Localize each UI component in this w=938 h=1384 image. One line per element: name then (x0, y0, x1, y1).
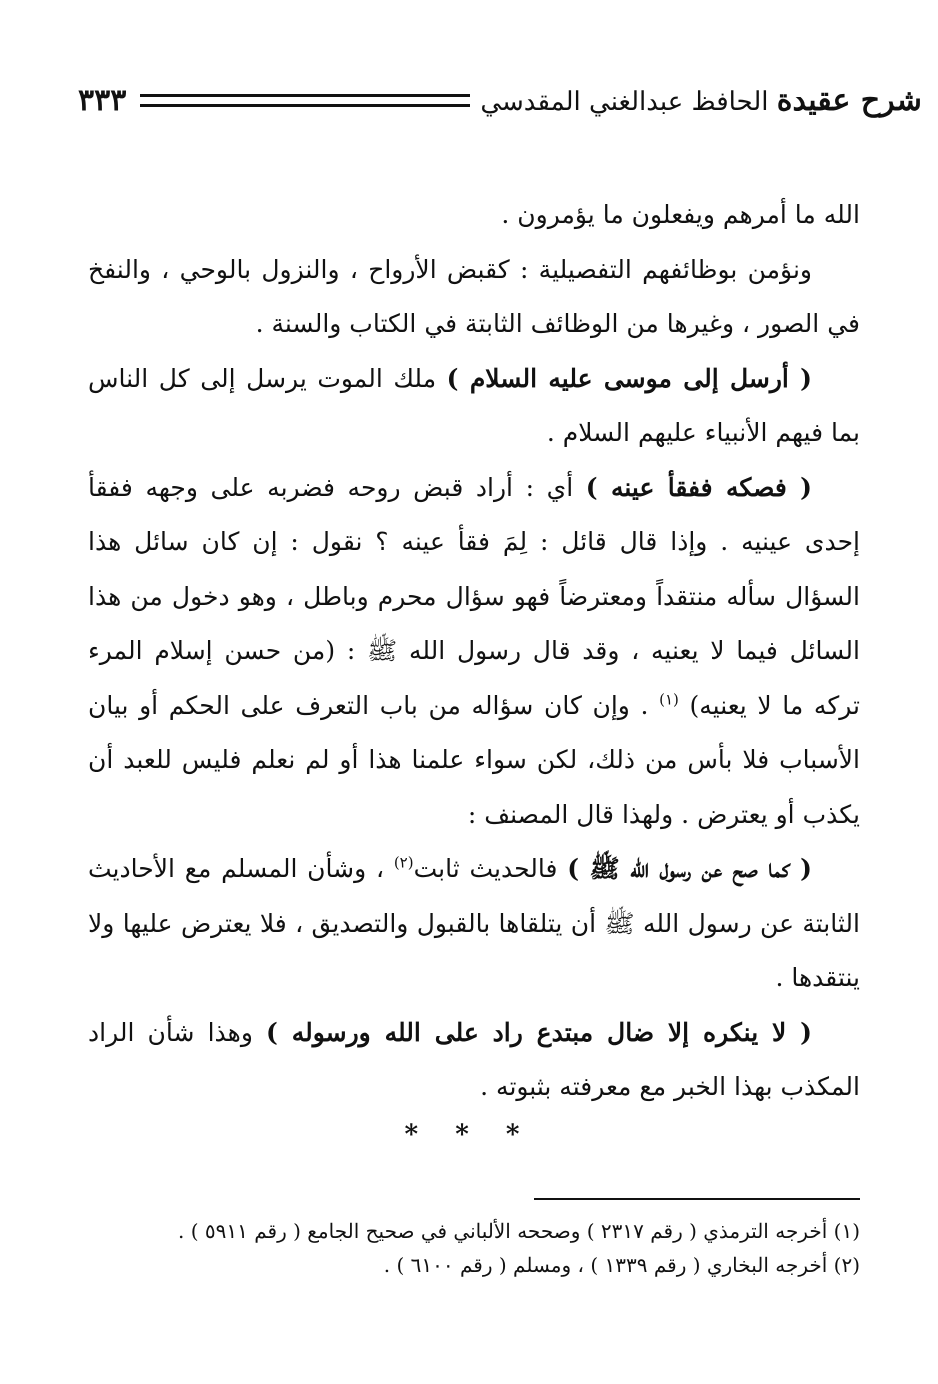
matn-quote: ( أرسل إلى موسى عليه السلام ) (446, 363, 813, 393)
running-title (480, 83, 922, 118)
matn-quote: ( كما صح عن رسول الله ﷺ ) (567, 854, 812, 883)
paragraph-5 (88, 842, 860, 1006)
commentary-text: . وإن كان سؤاله من باب التعرف على الحكم أو بيان الأسباب فلا بأس من ذلك، لكن سواء علمنا هذا أو لم نعلم فليس للعبد أن يكذب أو يعترض . ولهذا قال المصنف : (88, 690, 860, 829)
paragraph-3 (88, 352, 860, 461)
footnote-1: (١) أخرجه الترمذي ( رقم ٢٣١٧ ) وصححه الألباني في صحيح الجامع ( رقم ٥٩١١ ) . (178, 1219, 860, 1243)
paragraph-4 (88, 461, 860, 843)
page-number: ٣٣٣ (78, 82, 127, 118)
paragraph-6 (88, 1006, 860, 1115)
commentary-text: وهذا شأن الراد المكذب بهذا الخبر مع معرفته بثبوته . (88, 1017, 860, 1101)
running-title-main: شرح عقيدة (776, 82, 922, 118)
header-rule (140, 94, 470, 107)
running-title-rest: الحافظ عبدالغني المقدسي (480, 86, 769, 117)
section-separator: * * * (404, 1120, 534, 1150)
page-body (88, 188, 860, 1115)
commentary-text: ، وشأن المسلم مع الأحاديث الثابتة عن رسول الله ﷺ أن يتلقاها بالقبول والتصديق ، فلا يعترض عليها ولا ينتقدها . (88, 854, 860, 992)
footnote-rule (534, 1198, 860, 1200)
footnote-2: (٢) أخرجه البخاري ( رقم ١٣٣٩ ) ، ومسلم ( رقم ٦١٠٠ ) . (383, 1253, 860, 1277)
footnotes (88, 1214, 860, 1282)
commentary-text: أي : أراد قبض روحه فضربه على وجهه ففقأ إحدى عينيه . وإذا قال قائل : لِمَ فقأ عينه ؟ نقول : إن كان سائل هذا السؤال سأله منتقداً ومعترضاً فهو سؤال محرم وباطل ، وهو دخول من هذا السائل فيما لا يعنيه ، وقد قال رسول الله ﷺ : (من حسن إسلام المرء تركه ما لا يعنيه) (88, 472, 860, 720)
matn-quote: ( لا ينكره إلا ضال مبتدع راد على الله ورسوله ) (266, 1017, 813, 1047)
commentary-text: ملك الموت يرسل إلى كل الناس بما فيهم الأنبياء عليهم السلام . (88, 363, 860, 447)
matn-quote: ( فصكه ففقأ عينه ) (585, 472, 812, 502)
paragraph-2: ونؤمن بوظائفهم التفصيلية : كقبض الأرواح ، والنزول بالوحي ، والنفخ في الصور ، وغيرها من الوظائف الثابتة في الكتاب والسنة . (88, 254, 860, 338)
page-header (78, 78, 922, 122)
commentary-text: فالحديث ثابت (413, 854, 558, 883)
footnote-ref-1[interactable]: (١) (659, 690, 679, 709)
footnote-ref-2[interactable]: (٢) (393, 853, 414, 872)
paragraph-1: الله ما أمرهم ويفعلون ما يؤمرون . (501, 200, 860, 229)
